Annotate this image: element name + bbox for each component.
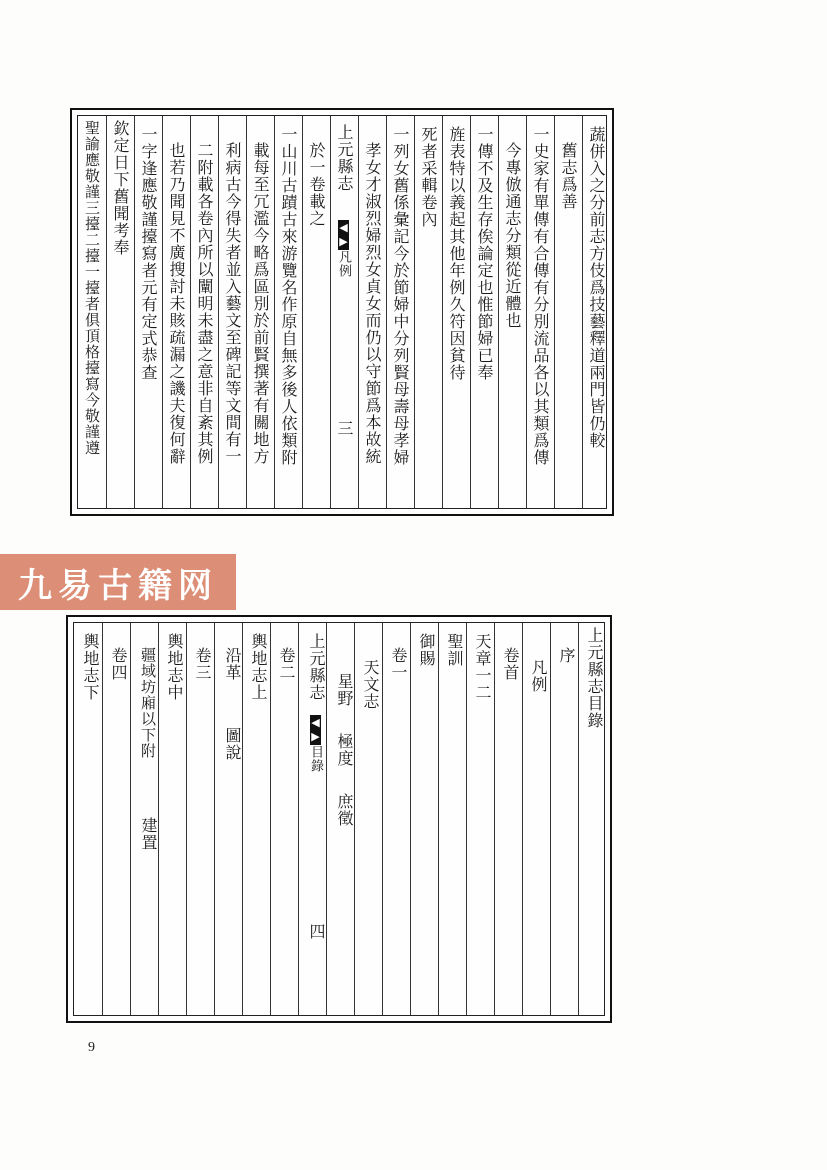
toc-yudi-zhong-items bbox=[138, 647, 164, 887]
top-col-14: 二附載各卷內所以闡明未盡之意非自紊其例 bbox=[195, 142, 214, 465]
toc-title: 上元縣志目錄 bbox=[585, 627, 604, 729]
top-col-9: 孝女才淑烈婦烈女貞女而仍以守節爲本故統 bbox=[363, 142, 382, 465]
watermark-banner bbox=[0, 554, 236, 610]
toc-tianzhang: 天章一二 bbox=[473, 633, 492, 701]
fold-marker-icon: ◀▶ bbox=[337, 221, 350, 249]
fold-section: ◀▶凡例 bbox=[336, 221, 351, 278]
top-fold-column bbox=[332, 120, 358, 510]
bottom-fold-column bbox=[306, 627, 332, 1017]
toc-yange: 沿革 bbox=[223, 647, 242, 681]
toc-juan3: 卷三 bbox=[193, 647, 212, 681]
bottom-page-frame bbox=[73, 622, 605, 1016]
top-col-11: 一山川古蹟古來游覽名作原自無多後人依類附 bbox=[279, 126, 298, 466]
toc-preface: 序 bbox=[557, 647, 576, 664]
toc-juan4: 卷四 bbox=[109, 647, 128, 681]
bottom-fold-page-number: 四 bbox=[307, 923, 326, 940]
top-col-12: 載每至冗濫今略爲區別於前賢撰著有關地方 bbox=[251, 142, 270, 465]
fold-page-number: 三 bbox=[335, 420, 354, 437]
toc-tianwenzhi: 天文志 bbox=[361, 659, 380, 710]
fold-book-title: 上元縣志 bbox=[335, 124, 354, 192]
toc-tushuo: 圖說 bbox=[223, 727, 242, 761]
toc-tianwen-items bbox=[334, 673, 360, 873]
top-col-16: 一字逢應敬謹擡寫者元有定式恭查 bbox=[139, 126, 158, 381]
toc-fanli: 凡例 bbox=[529, 659, 548, 693]
top-col-3: 一史家有單傳有合傳有分別流品各以其類爲傳 bbox=[531, 126, 550, 466]
toc-yudi-shang-items bbox=[222, 647, 248, 847]
top-col-4: 今專倣通志分類從近體也 bbox=[503, 142, 522, 329]
toc-yudizhi-xia: 輿地志下 bbox=[81, 633, 100, 701]
watermark-text: 九易古籍网 bbox=[18, 565, 218, 606]
bottom-page bbox=[66, 615, 612, 1023]
top-col-10: 於一卷載之 bbox=[307, 142, 326, 227]
toc-shuzheng: 庶徵 bbox=[335, 793, 354, 827]
toc-xingye: 星野 bbox=[335, 673, 354, 707]
top-page bbox=[70, 108, 614, 516]
top-col-7: 死者采輯卷內 bbox=[419, 126, 438, 228]
top-col-6: 旌表特以義起其他年例久符因貧待 bbox=[447, 126, 466, 381]
toc-juanshou: 卷首 bbox=[501, 647, 520, 681]
top-col-15: 也若乃聞見不廣搜討未賅疏漏之譏夫復何辭 bbox=[167, 142, 186, 465]
top-col-2: 舊志爲善 bbox=[559, 142, 578, 210]
top-page-frame bbox=[77, 115, 607, 509]
top-col-18: 聖諭應敬謹三擡二擡一擡者俱頂格擡寫今敬謹遵 bbox=[83, 120, 101, 456]
top-col-13: 利病古今得失者並入藝文至碑記等文間有一 bbox=[223, 142, 242, 465]
toc-yuci: 御賜 bbox=[417, 633, 436, 667]
bottom-fold-marker-icon: ◀▶ bbox=[309, 716, 322, 744]
bottom-fold-section: ◀▶目錄 bbox=[308, 716, 323, 773]
toc-juan1: 卷一 bbox=[389, 647, 408, 681]
toc-juan2: 卷二 bbox=[277, 647, 296, 681]
toc-jidu: 極度 bbox=[335, 733, 354, 767]
toc-yudizhi-zhong: 輿地志中 bbox=[165, 633, 184, 701]
toc-yudizhi-shang: 輿地志上 bbox=[249, 633, 268, 701]
toc-jianzhi: 建置 bbox=[139, 817, 158, 851]
bottom-fold-book-title: 上元縣志 bbox=[307, 633, 326, 701]
top-col-17: 欽定日下舊聞考奉 bbox=[111, 120, 130, 256]
page-number: 9 bbox=[88, 1040, 95, 1055]
toc-jiangyu: 疆域坊廂以下附 bbox=[139, 647, 157, 759]
top-col-5: 一傳不及生存俟論定也惟節婦已奉 bbox=[475, 126, 494, 381]
toc-shengxun: 聖訓 bbox=[445, 633, 464, 667]
top-col-1: 蔬併入之分前志方伎爲技藝釋道兩門皆仍較 bbox=[587, 126, 606, 449]
top-col-8: 一列女舊係彙記今於節婦中分列賢母壽母孝婦 bbox=[391, 126, 410, 466]
